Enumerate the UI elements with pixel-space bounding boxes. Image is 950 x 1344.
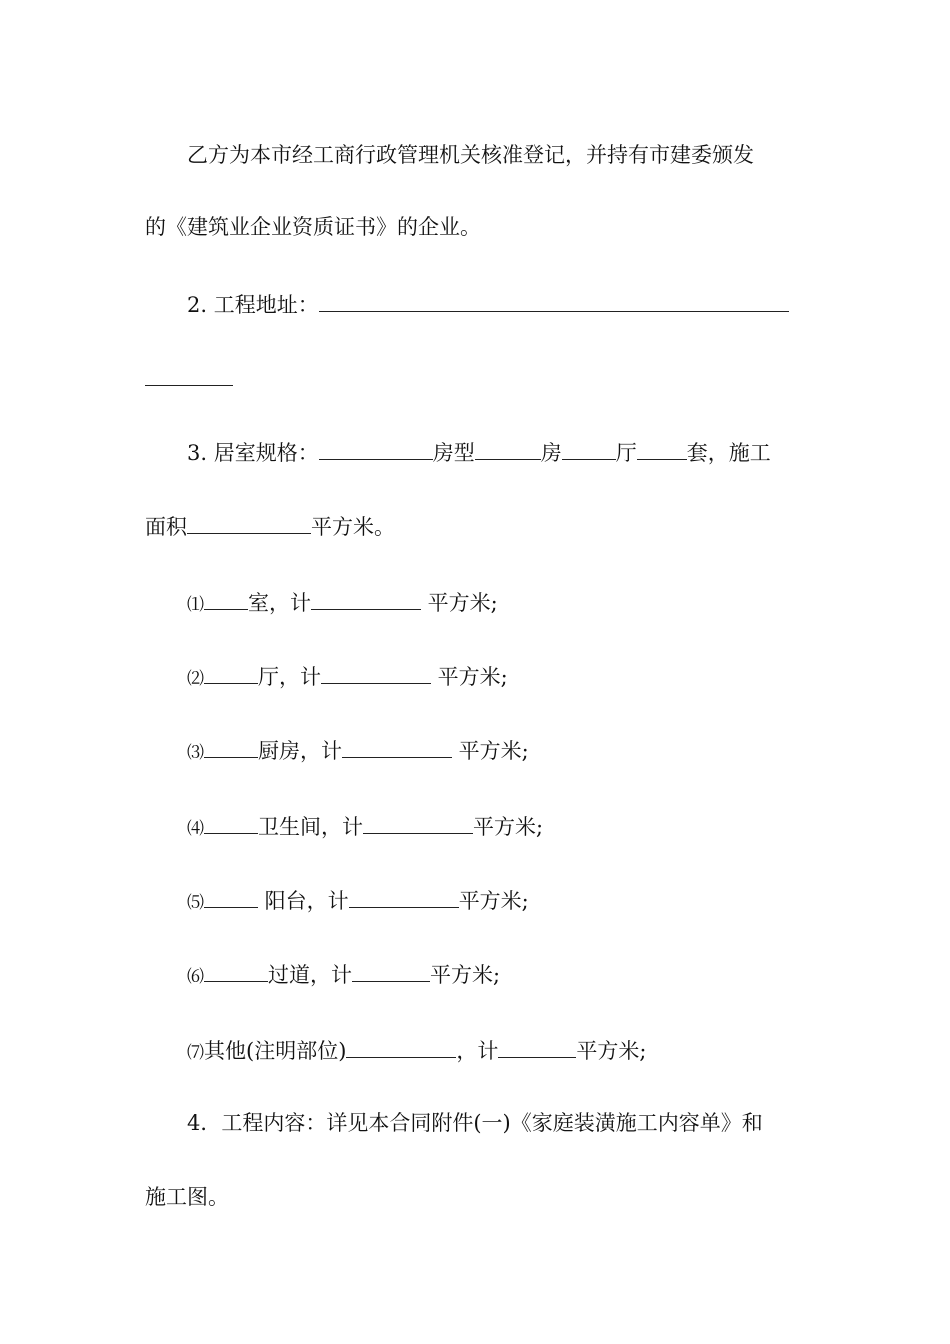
text-fragment: 面积 [145, 515, 187, 539]
text-fragment: 厨房，计 [258, 739, 342, 763]
text-fragment: 厅 [615, 441, 637, 465]
text-fragment: 平方米; [473, 815, 544, 839]
address-blank-continuation [145, 364, 233, 390]
sub-item-number: ⑹ [187, 967, 204, 987]
area-blank [363, 812, 473, 834]
count-blank [204, 812, 258, 834]
text-fragment: 卫生间，计 [258, 815, 363, 839]
sub-item-number: ⑴ [187, 595, 204, 615]
sub-item-number: ⑸ [187, 893, 204, 913]
room-count-blank [475, 438, 541, 460]
item-label: 2. 工程地址： [187, 293, 319, 317]
text-fragment: ，计 [456, 1039, 499, 1063]
sub-item-number: ⑵ [187, 669, 204, 689]
sub-item-2 [187, 662, 508, 688]
sub-item-1 [187, 588, 498, 614]
text-fragment: 平方米; [421, 591, 498, 615]
item-4-project-content: 4．工程内容：详见本合同附件(一)《家庭装潢施工内容单》和 [187, 1111, 763, 1135]
paragraph-line: 乙方为本市经工商行政管理机关核准登记，并持有市建委颁发 [187, 143, 754, 167]
text-fragment: 阳台，计 [258, 889, 349, 913]
item-label: 3. 居室规格： [187, 441, 319, 465]
sub-item-4 [187, 812, 543, 838]
item-2-project-address [187, 290, 789, 316]
area-blank [352, 960, 430, 982]
area-blank [321, 662, 431, 684]
text-fragment: 房型 [432, 441, 475, 465]
text-fragment: 平方米; [431, 665, 508, 689]
paragraph-line: 施工图。 [145, 1185, 229, 1209]
count-blank [204, 588, 248, 610]
item-3-area [145, 512, 395, 538]
item-3-room-spec [187, 438, 771, 464]
text-fragment: 套，施工 [686, 441, 771, 465]
sub-item-number: ⑷ [187, 819, 204, 839]
text-fragment: 平方米; [452, 739, 529, 763]
text-fragment: 其他(注明部位) [204, 1039, 347, 1063]
count-blank [204, 886, 258, 908]
count-blank [204, 736, 258, 758]
area-blank [187, 512, 311, 534]
sub-item-number: ⑶ [187, 743, 204, 763]
sub-item-5 [187, 886, 529, 912]
hall-count-blank [562, 438, 616, 460]
sub-item-6 [187, 960, 500, 986]
suite-count-blank [637, 438, 687, 460]
text-fragment: 平方米; [576, 1039, 647, 1063]
count-blank [204, 662, 258, 684]
sub-item-7 [187, 1036, 646, 1062]
text-fragment: 平方米; [458, 889, 529, 913]
text-fragment: 房 [540, 441, 562, 465]
text-fragment: 室，计 [248, 591, 311, 615]
text-fragment: 厅，计 [258, 665, 321, 689]
sub-item-3 [187, 736, 529, 762]
text-fragment: 平方米。 [311, 515, 395, 539]
paragraph-line: 的《建筑业企业资质证书》的企业。 [145, 215, 481, 239]
address-blank [319, 290, 789, 312]
text-fragment: 平方米; [430, 963, 501, 987]
room-type-blank [319, 438, 433, 460]
count-blank [204, 960, 268, 982]
text-fragment: 过道，计 [268, 963, 352, 987]
area-blank [498, 1036, 576, 1058]
address-blank [145, 364, 233, 386]
area-blank [349, 886, 459, 908]
sub-item-number: ⑺ [187, 1043, 204, 1063]
area-blank [342, 736, 452, 758]
location-blank [346, 1036, 456, 1058]
area-blank [311, 588, 421, 610]
